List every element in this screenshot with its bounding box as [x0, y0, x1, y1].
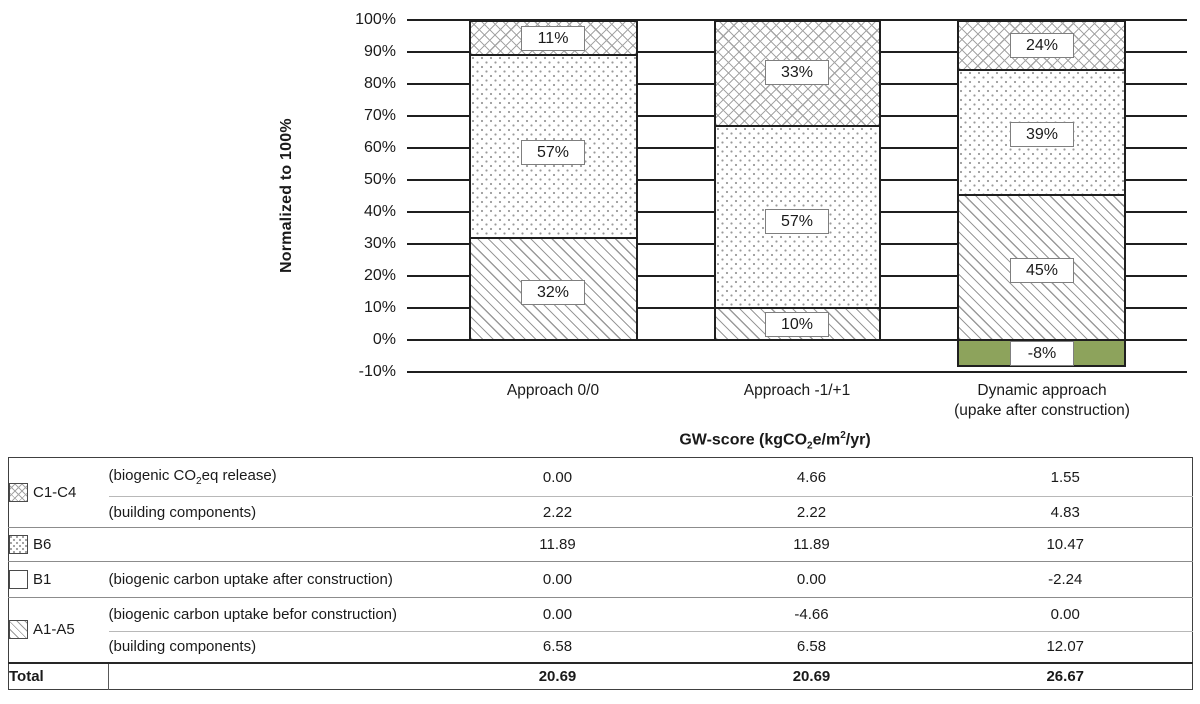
- total-value: 20.69: [685, 663, 939, 690]
- table-row-c1c4-building: [9, 497, 1193, 528]
- bar2-label-b6: 57%: [765, 209, 829, 234]
- y-tick-70: 70%: [363, 107, 396, 124]
- gw-header-sub: 2: [807, 440, 813, 452]
- bar1-label-c1c4: 11%: [521, 26, 585, 51]
- y-tick-40: 40%: [363, 203, 396, 220]
- y-tick-80: 80%: [363, 75, 396, 92]
- table-row-a1a5-biogenic: [9, 598, 1193, 632]
- x-label-dynamic-approach: [892, 381, 1192, 421]
- value-cell: 10.47: [939, 528, 1193, 562]
- a1a5-diagonal-swatch-icon: [9, 620, 28, 639]
- gw-score-table: [8, 457, 1193, 690]
- b1-green-swatch-icon: [9, 570, 28, 589]
- x-label-dynamic-line1: Dynamic approach: [977, 382, 1107, 399]
- x-label-approach-0-0: Approach 0/0: [506, 382, 600, 399]
- x-label-approach-1-1: Approach -1/+1: [743, 382, 851, 399]
- desc-b6: [109, 528, 431, 562]
- value-cell: 0.00: [685, 562, 939, 598]
- y-tick-50: 50%: [363, 171, 396, 188]
- value-cell: -2.24: [939, 562, 1193, 598]
- y-tick-neg10: -10%: [358, 363, 396, 380]
- bar3-label-b6: 39%: [1010, 122, 1074, 147]
- bar1-label-b6: 57%: [521, 140, 585, 165]
- value-cell: 6.58: [796, 638, 827, 656]
- a1a5-code: A1-A5: [33, 621, 75, 639]
- desc-uptake-befor-construction: (biogenic carbon uptake befor construction): [109, 598, 431, 632]
- bar3-label-c1c4: 24%: [1010, 33, 1074, 58]
- c1c4-code: C1-C4: [33, 484, 77, 501]
- value-cell: 0.00: [431, 562, 685, 598]
- desc-pre: (biogenic CO: [108, 467, 197, 484]
- legend-cell-b1: [9, 562, 109, 598]
- bar3-label-a1a5: 45%: [1010, 258, 1074, 283]
- desc-sub: 2: [196, 476, 202, 487]
- value-cell: 6.58: [542, 638, 573, 656]
- desc-uptake-after-construction: (biogenic carbon uptake after construction): [109, 562, 431, 598]
- y-tick-30: 30%: [363, 235, 396, 252]
- gw-header-pre: GW-score (kgCO: [679, 431, 808, 449]
- legend-cell-b6: [9, 528, 109, 562]
- total-label: Total: [9, 663, 109, 690]
- desc-building-components: (building components): [108, 638, 257, 656]
- c1c4-crosshatch-swatch-icon: [9, 483, 28, 502]
- y-tick-90: 90%: [363, 43, 396, 60]
- bar2-label-a1a5: 10%: [765, 312, 829, 337]
- desc-building-components: (building components): [108, 503, 257, 521]
- table-row-total: [9, 663, 1193, 690]
- gw-header-mid: e/m: [812, 431, 841, 449]
- y-tick-10: 10%: [363, 299, 396, 316]
- value-cell: 2.22: [542, 503, 573, 521]
- y-tick-100: 100%: [355, 11, 396, 28]
- value-cell: -4.66: [685, 598, 939, 632]
- value-cell: 0.00: [939, 598, 1193, 632]
- gw-header-sup: 2: [840, 430, 846, 441]
- total-value: 20.69: [431, 663, 685, 690]
- value-cell: 0.00: [431, 598, 685, 632]
- value-cell: 12.07: [1046, 638, 1085, 656]
- b1-code: B1: [33, 571, 52, 588]
- bar1-label-a1a5: 32%: [521, 280, 585, 305]
- value-cell: 11.89: [685, 528, 939, 562]
- table-row-b1: [9, 562, 1193, 598]
- desc-post: eq release): [201, 467, 277, 484]
- legend-cell-c1c4: [9, 458, 109, 528]
- legend-cell-a1a5: [9, 598, 109, 663]
- desc-biogenic-co2eq-release: [109, 458, 431, 497]
- table-row-c1c4-biogenic: [9, 458, 1193, 497]
- y-tick-60: 60%: [363, 139, 396, 156]
- y-tick-0: 0%: [372, 331, 396, 348]
- value-cell: 4.66: [685, 458, 939, 497]
- value-cell: 1.55: [939, 458, 1193, 497]
- x-label-dynamic-line2: (upake after construction): [954, 402, 1130, 419]
- gw-score-header: [575, 430, 975, 452]
- gridline-neg10: [407, 371, 1187, 373]
- total-value: 26.67: [939, 663, 1193, 690]
- y-axis-title: Normalized to 100%: [278, 118, 295, 274]
- bar2-label-c1c4: 33%: [765, 60, 829, 85]
- gw-header-post: /yr): [845, 431, 871, 449]
- value-cell: 4.83: [1050, 503, 1080, 521]
- y-tick-20: 20%: [363, 267, 396, 284]
- b6-dots-swatch-icon: [9, 535, 28, 554]
- value-cell: 0.00: [431, 458, 685, 497]
- table-row-b6: [9, 528, 1193, 562]
- bar3-label-b1: -8%: [1010, 341, 1074, 366]
- table-row-a1a5-building: [9, 632, 1193, 663]
- b6-code: B6: [33, 536, 52, 553]
- value-cell: 2.22: [796, 503, 827, 521]
- total-spacer: [109, 663, 431, 690]
- value-cell: 11.89: [431, 528, 685, 562]
